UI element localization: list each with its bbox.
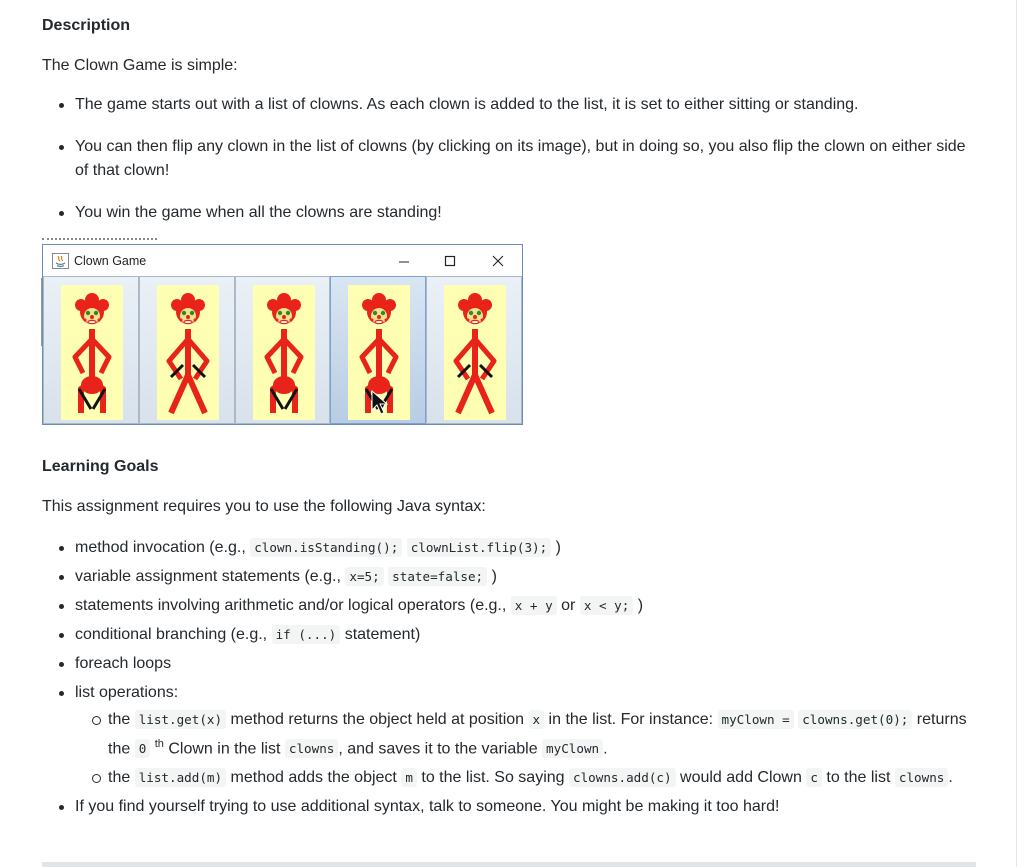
code-snippet: clown.isStanding();: [250, 538, 402, 557]
goal-text: the: [108, 769, 135, 787]
list-get-item: [75, 708, 972, 762]
clown-button-3[interactable]: [235, 276, 331, 424]
goal-text: the: [108, 710, 135, 728]
code-snippet: 0: [135, 739, 151, 758]
code-snippet: clownList.flip(3);: [407, 538, 551, 557]
standing-clown-image: [444, 285, 506, 420]
java-icon: [52, 253, 69, 269]
goal-text: .: [948, 769, 953, 787]
goal-text: to the list. So saying: [416, 769, 569, 787]
goal-text: ): [491, 568, 497, 585]
code-snippet: clowns.get(0);: [798, 710, 912, 729]
code-snippet: x < y;: [580, 596, 634, 615]
mouse-pointer-icon: [371, 390, 389, 421]
goal-text: ): [555, 539, 561, 556]
code-snippet: myClown: [542, 739, 603, 758]
code-snippet: clowns: [895, 768, 949, 787]
clown-button-1[interactable]: [43, 276, 139, 424]
close-button[interactable]: [482, 250, 514, 272]
goal-text: ): [637, 597, 644, 614]
code-snippet: x: [529, 710, 545, 729]
code-snippet: c: [806, 768, 822, 787]
sitting-clown-image: [61, 285, 123, 420]
clown-button-4[interactable]: [330, 276, 426, 424]
code-snippet: myClown =: [718, 710, 794, 729]
goal-text: conditional branching (e.g.,: [75, 626, 272, 643]
goal-text: method adds the object: [226, 769, 402, 787]
maximize-icon: [444, 255, 456, 267]
clown-button-5[interactable]: [426, 276, 522, 424]
goal-text: or: [556, 597, 580, 614]
description-bullet-1: The game starts out with a list of clowns. As each clown is added to the list, it is set to either sitting or standing.: [42, 93, 972, 118]
bottom-divider: [42, 862, 976, 867]
list-operations-sublist: [75, 708, 972, 791]
learning-goals-intro: This assignment requires you to use the following Java syntax:: [42, 498, 486, 515]
clown-button-panel: [43, 276, 522, 424]
goal-text: method invocation (e.g.,: [75, 539, 251, 556]
description-heading: Description: [42, 17, 131, 34]
goal-text: statement): [340, 626, 421, 643]
goal-text: .: [603, 740, 608, 758]
code-snippet: x + y: [511, 596, 557, 615]
page-right-border: [1016, 0, 1017, 867]
goal-text: in the list. For instance:: [544, 710, 718, 728]
code-snippet: clowns: [285, 739, 339, 758]
maximize-button[interactable]: [434, 250, 466, 272]
sitting-clown-image: [253, 285, 315, 420]
goal-method-invocation: [42, 536, 972, 561]
goal-text: would add Clown: [675, 769, 807, 787]
description-bullet-2: You can then flip any clown in the list of clowns (by clicking on its image), but in doing so, you also flip the clown on either side of that clown!: [42, 135, 972, 184]
learning-goals-list: [42, 536, 972, 820]
superscript-th: th: [154, 738, 164, 750]
goal-conditional: [42, 623, 972, 648]
clown-button-2[interactable]: [139, 276, 235, 424]
code-snippet: list.add(m): [135, 768, 226, 787]
code-snippet: x=5;: [345, 567, 383, 586]
clown-game-window: [42, 244, 523, 425]
goal-text: statements involving arithmetic and/or logical operators (e.g.,: [75, 597, 511, 614]
learning-goals-heading: Learning Goals: [42, 458, 159, 475]
goal-text: , and saves it to the variable: [338, 740, 543, 758]
minimize-icon: [398, 255, 410, 267]
goal-list-operations: [42, 681, 972, 791]
code-snippet: m: [401, 768, 417, 787]
window-title: Clown Game: [74, 254, 147, 268]
description-bullet-3: You win the game when all the clowns are standing!: [42, 201, 972, 226]
code-snippet: if (...): [272, 625, 341, 644]
close-icon: [492, 255, 504, 267]
code-snippet: list.get(x): [135, 710, 226, 729]
window-titlebar[interactable]: [43, 245, 522, 276]
goal-text: to the list: [821, 769, 891, 787]
goal-text: Clown in the list: [163, 740, 285, 758]
description-list: [42, 93, 972, 225]
standing-clown-image: [157, 285, 219, 420]
code-snippet: clowns.add(c): [569, 768, 676, 787]
dotted-artifact: [42, 238, 157, 241]
description-intro: The Clown Game is simple:: [42, 57, 238, 74]
goal-text: returns the: [108, 710, 967, 758]
goal-text: variable assignment statements (e.g.,: [75, 568, 346, 585]
list-add-item: [75, 766, 972, 791]
minimize-button[interactable]: [388, 250, 420, 272]
goal-foreach: foreach loops: [42, 652, 972, 677]
goal-variable-assignment: [42, 565, 972, 590]
goal-text: list operations:: [75, 684, 179, 701]
goal-text: method returns the object held at position: [226, 710, 529, 728]
goal-operators: [42, 594, 972, 619]
code-snippet: state=false;: [388, 567, 487, 586]
goal-additional-syntax: If you find yourself trying to use additional syntax, talk to someone. You might be making it too hard!: [42, 795, 972, 820]
